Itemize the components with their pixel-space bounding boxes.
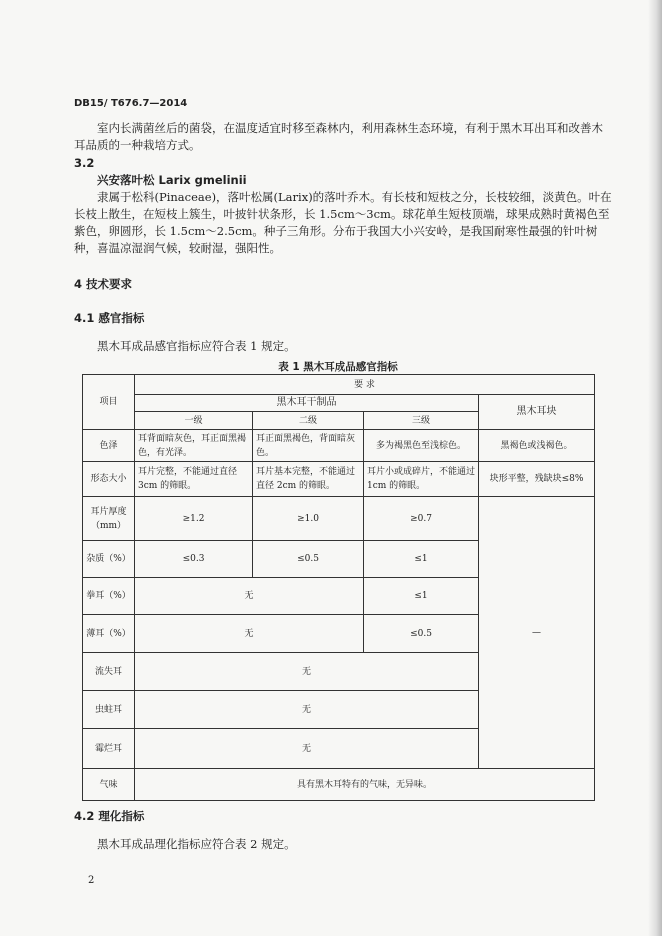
header-dry: 黑木耳干制品 — [135, 395, 479, 412]
section-heading: 4 技术要求 — [74, 277, 133, 291]
section-number: 3.2 — [74, 156, 95, 170]
table-row: 流失耳 无 — [83, 653, 595, 691]
doc-header: DB15/ T676.7—2014 — [74, 98, 188, 109]
table-row: 霉烂耳 无 — [83, 729, 595, 769]
header-req: 要 求 — [135, 375, 595, 395]
table-row: 拳耳（%） 无 ≤1 — [83, 578, 595, 615]
term-title: 兴安落叶松 Larix gmelinii — [97, 173, 247, 187]
table-row: 形态大小 耳片完整，不能通过直径 3cm 的筛眼。 耳片基本完整，不能通过直径 2cm 的筛眼。 耳片小或成碎片，不能通过 1cm 的筛眼。 块形平整，残缺块≤8% — [83, 462, 595, 497]
sensory-table — [82, 374, 595, 801]
paragraph: 隶属于松科(Pinaceae)，落叶松属(Larix)的落叶乔木。有长枝和短枝之分，长枝较细，淡黄色。叶在长枝上散生，在短枝上簇生，叶披针状条形，长 1.5cm～3cm。球花单生短枝顶端，球果成熟时黄褐色至紫色，卵圆形，长 1.5cm～2.5cm。种子三角形。分布于我国大小兴安岭，是我国耐寒性最强的针叶树种，喜温凉湿润气候，较耐湿，强阳性。 — [74, 190, 612, 255]
grade-1: 一级 — [135, 412, 253, 430]
table-row: 色泽 耳背面暗灰色，耳正面黑褐色，有光泽。 耳正面黑褐色，背面暗灰色。 多为褐黑色至浅棕色。 黑褐色或浅褐色。 — [83, 430, 595, 462]
section-heading: 4.1 感官指标 — [74, 311, 145, 325]
table-row: 耳片厚度（mm） ≥1.2 ≥1.0 ≥0.7 — — [83, 497, 595, 541]
table-row: 气味 具有黑木耳特有的气味，无异味。 — [83, 769, 595, 801]
header-block: 黑木耳块 — [479, 395, 595, 430]
scan-edge — [648, 0, 662, 936]
paragraph: 黑木耳成品理化指标应符合表 2 规定。 — [97, 837, 296, 851]
grade-2: 二级 — [253, 412, 364, 430]
table-row: 薄耳（%） 无 ≤0.5 — [83, 615, 595, 653]
page-number: 2 — [88, 875, 95, 886]
header-item: 项目 — [83, 375, 135, 430]
table-row: 虫蛀耳 无 — [83, 691, 595, 729]
grade-3: 三级 — [364, 412, 479, 430]
table-row: 杂质（%） ≤0.3 ≤0.5 ≤1 — [83, 541, 595, 578]
paragraph: 黑木耳成品感官指标应符合表 1 规定。 — [97, 339, 296, 353]
table-caption: 表 1 黑木耳成品感官指标 — [278, 361, 398, 373]
paragraph: 室内长满菌丝后的菌袋，在温度适宜时移至森林内，利用森林生态环境，有利于黑木耳出耳和改善木耳品质的一种栽培方式。 — [74, 121, 603, 152]
section-heading: 4.2 理化指标 — [74, 809, 145, 823]
